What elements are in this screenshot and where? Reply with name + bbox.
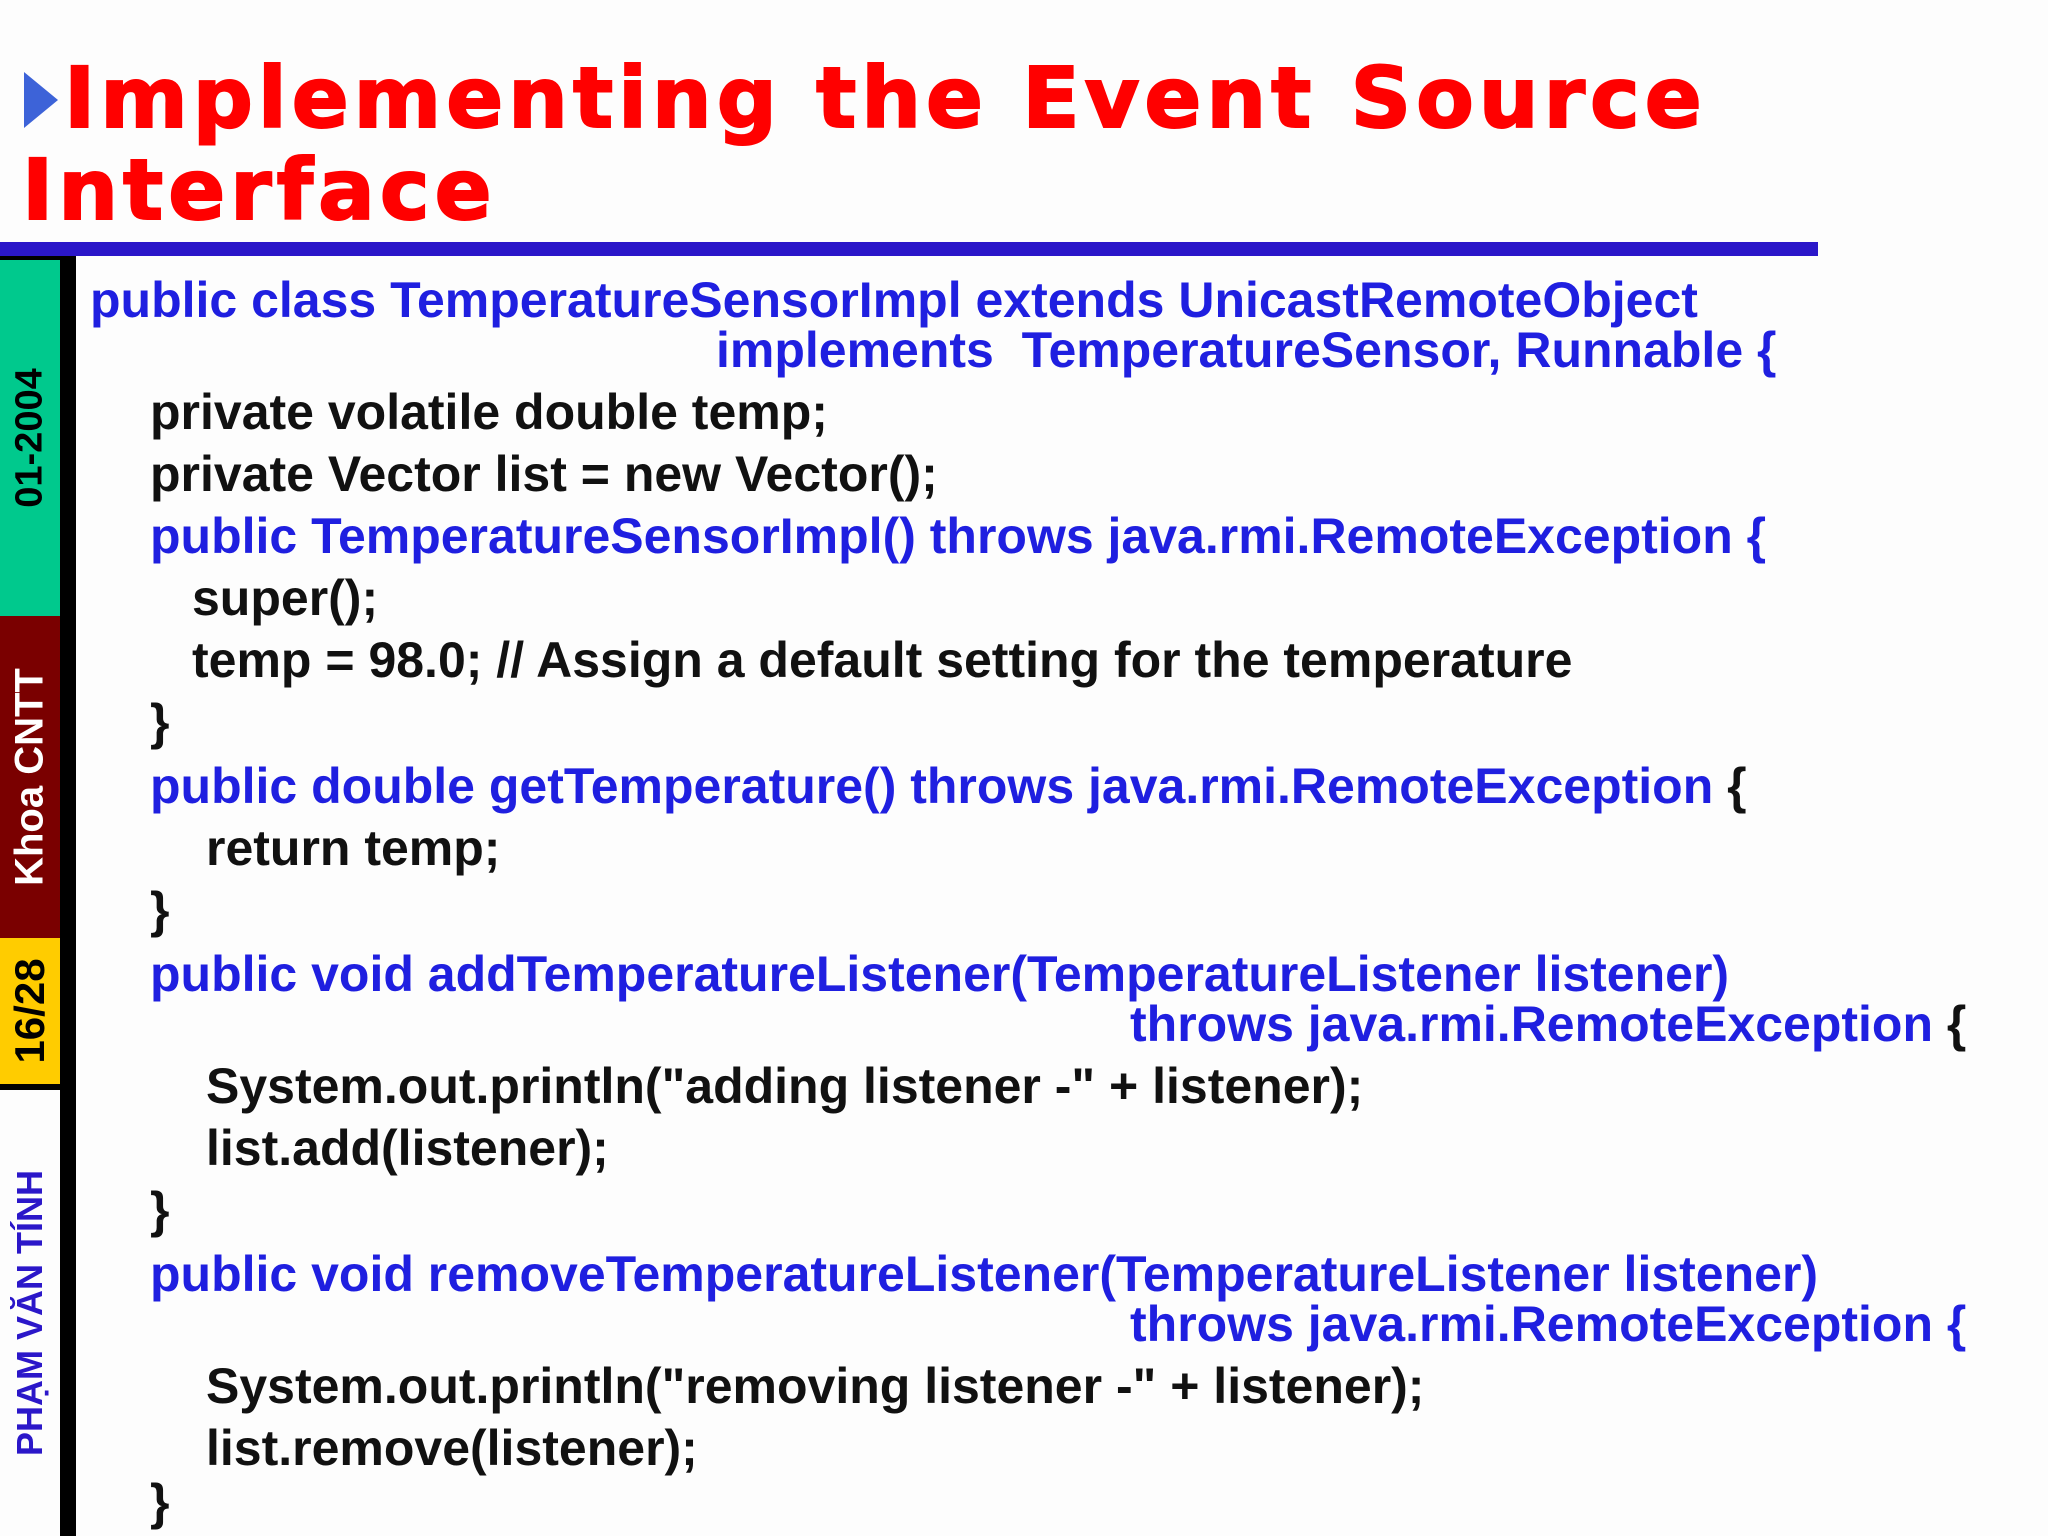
- code-line-remove-decl: public void removeTemperatureListener(TemperatureListener listener): [150, 1246, 1819, 1302]
- page-number: 16/28: [6, 958, 53, 1064]
- slide-title: Implementing the Event Source Interface: [22, 49, 1707, 239]
- code-line-add-decl: public void addTemperatureListener(TemperatureListener listener): [150, 946, 1730, 1002]
- code-get-brace: {: [1727, 758, 1747, 814]
- code-line-ctor-close: }: [150, 694, 170, 750]
- code-line-ctor-decl: public TemperatureSensorImpl() throws java.rmi.RemoteException {: [150, 508, 1767, 564]
- code-line-remove-throws: throws java.rmi.RemoteException {: [1130, 1296, 1967, 1352]
- code-line-add-list: list.add(listener);: [206, 1120, 609, 1176]
- code-line-get-return: return temp;: [206, 820, 501, 876]
- code-line-ctor-super: super();: [192, 570, 379, 626]
- code-line-ctor-temp: temp = 98.0; // Assign a default setting for the temperature: [192, 632, 1573, 688]
- code-add-brace: {: [1946, 996, 1967, 1052]
- code-line-add-close: }: [150, 1182, 170, 1238]
- code-line-class-decl: public class TemperatureSensorImpl extends UnicastRemoteObject: [90, 272, 1698, 328]
- code-add-throws: throws java.rmi.RemoteException: [1130, 996, 1934, 1052]
- code-line-remove-close: }: [150, 1474, 170, 1530]
- sidebar-date: 01-2004: [8, 368, 51, 508]
- code-line-add-print: System.out.println("adding listener -" + listener);: [206, 1058, 1364, 1114]
- code-line-class-impl: implements TemperatureSensor, Runnable {: [716, 322, 1777, 378]
- code-get-signature: public double getTemperature() throws java.rmi.RemoteException: [150, 758, 1714, 814]
- code-line-field-list: private Vector list = new Vector();: [150, 446, 938, 502]
- code-line-remove-list: list.remove(listener);: [206, 1420, 698, 1476]
- code-line-add-throws: [1130, 996, 1966, 1052]
- sidebar-department: Khoa CNTT: [7, 668, 52, 886]
- code-line-get-decl: [150, 758, 1747, 814]
- code-line-field-temp: private volatile double temp;: [150, 384, 828, 440]
- code-line-get-close: }: [150, 882, 170, 938]
- author-name: PHẠM VĂN TÍNH: [9, 1170, 50, 1456]
- code-line-remove-print: System.out.println("removing listener -" + listener);: [206, 1358, 1425, 1414]
